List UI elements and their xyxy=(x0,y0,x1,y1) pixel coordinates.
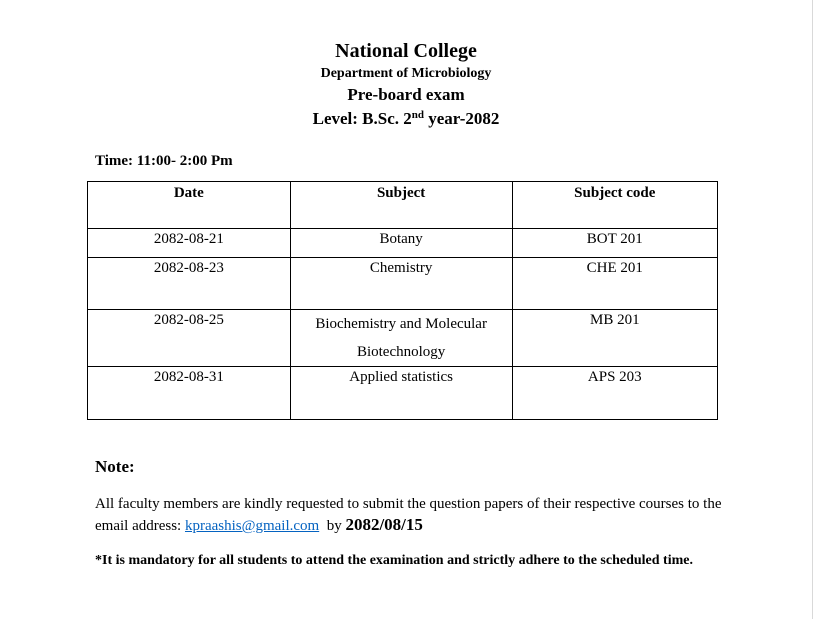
level-line xyxy=(0,106,812,132)
note-line1: All faculty members are kindly requested to submit the question papers of their respective courses to the xyxy=(95,496,722,512)
header-date: Date xyxy=(88,182,291,229)
cell-subject xyxy=(290,310,512,367)
header-subject: Subject xyxy=(290,182,512,229)
exam-schedule-table xyxy=(87,181,718,420)
note-email-prefix: email address: xyxy=(95,518,185,534)
cell-subject: Botany xyxy=(290,229,512,258)
exam-title: Pre-board exam xyxy=(347,85,465,104)
page-edge xyxy=(812,0,813,619)
cell-code: MB 201 xyxy=(512,310,717,367)
note-title: Note: xyxy=(95,457,135,476)
cell-code: BOT 201 xyxy=(512,229,717,258)
exam-time: Time: 11:00- 2:00 Pm xyxy=(95,153,233,169)
college-name: National College xyxy=(335,40,477,62)
table-row xyxy=(88,258,718,310)
cell-date: 2082-08-25 xyxy=(88,310,291,367)
email-link[interactable]: kpraashis@gmail.com xyxy=(184,518,320,534)
deadline-date: 2082/08/15 xyxy=(345,515,423,534)
department-name: Department of Microbiology xyxy=(320,66,492,81)
table-row xyxy=(88,367,718,420)
note-body xyxy=(95,494,725,536)
document-header xyxy=(0,38,812,132)
note-by-text: by xyxy=(319,518,346,534)
cell-subject: Chemistry xyxy=(290,258,512,310)
cell-subject-line2: Biotechnology xyxy=(356,344,446,360)
cell-date: 2082-08-21 xyxy=(88,229,291,258)
cell-date: 2082-08-31 xyxy=(88,367,291,420)
level-prefix: Level: B.Sc. 2 xyxy=(312,109,412,128)
mandatory-notice: *It is mandatory for all students to attend the examination and strictly adhere to the scheduled time. xyxy=(95,553,693,568)
header-subject-code: Subject code xyxy=(512,182,717,229)
table-row xyxy=(88,310,718,367)
level-ordinal: nd xyxy=(411,109,425,121)
table-row xyxy=(88,229,718,258)
cell-subject: Applied statistics xyxy=(290,367,512,420)
cell-subject-line1: Biochemistry and Molecular xyxy=(315,316,487,332)
cell-code: CHE 201 xyxy=(512,258,717,310)
note-line2 xyxy=(95,515,725,536)
cell-code: APS 203 xyxy=(512,367,717,420)
cell-date: 2082-08-23 xyxy=(88,258,291,310)
level-suffix: year-2082 xyxy=(424,109,500,128)
table-header-row xyxy=(88,182,718,229)
